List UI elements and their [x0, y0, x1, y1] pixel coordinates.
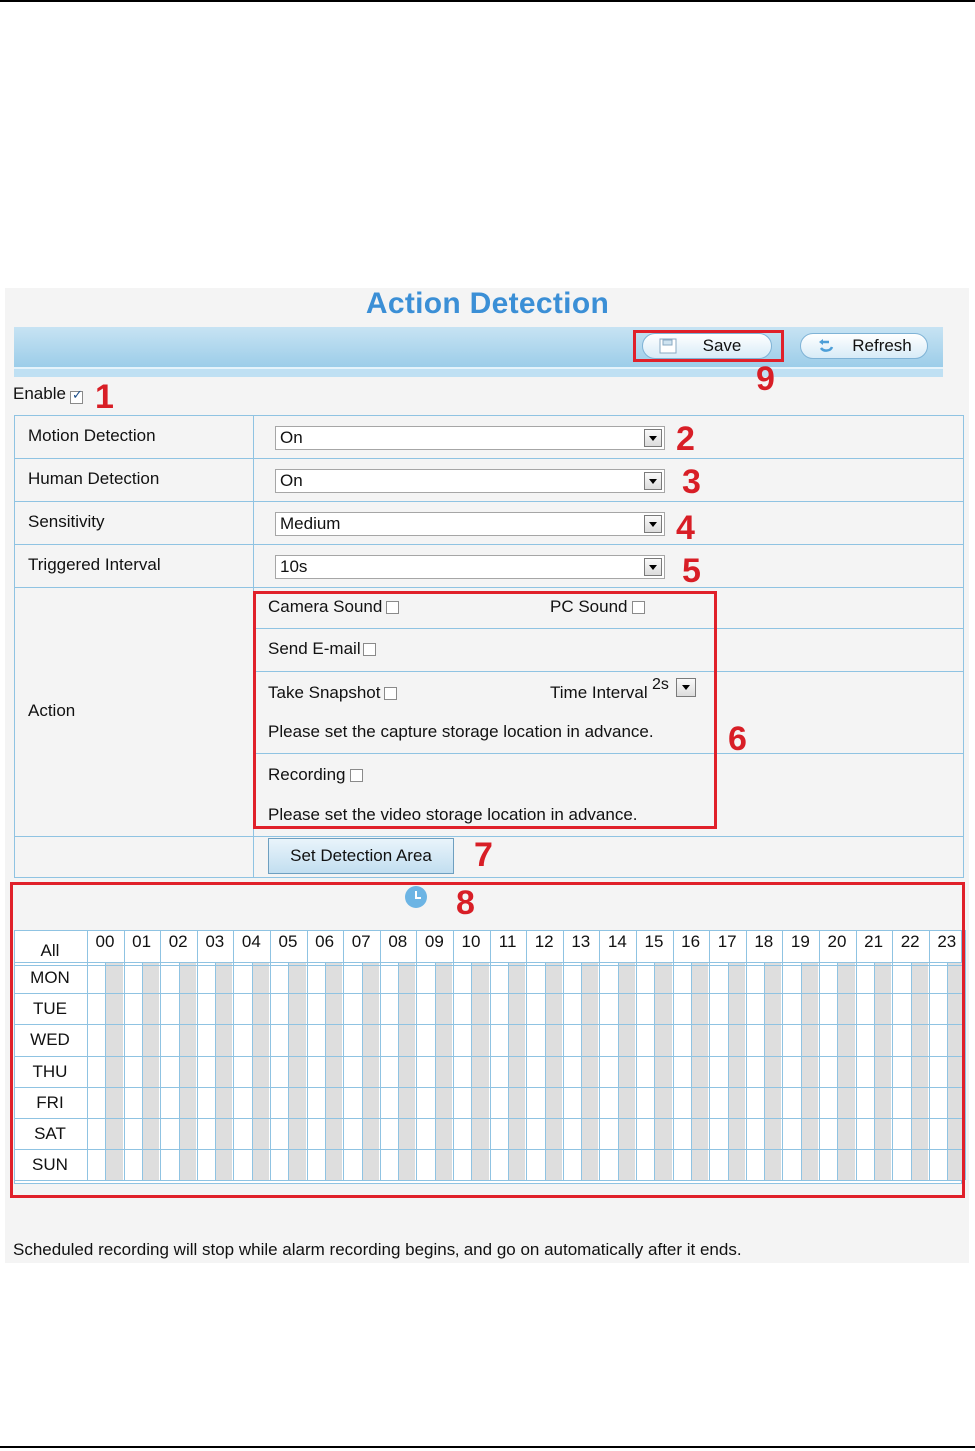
send-email-checkbox[interactable] — [363, 643, 376, 656]
callout-number-9: 9 — [756, 360, 775, 398]
camera-sound-checkbox[interactable] — [386, 601, 399, 614]
schedule-shade-cell — [471, 962, 488, 1180]
callout-number-1: 1 — [95, 378, 114, 416]
schedule-day-label[interactable]: FRI — [36, 1092, 64, 1112]
take-snapshot-label: Take Snapshot — [268, 683, 381, 702]
pc-sound-label: PC Sound — [550, 597, 628, 616]
schedule-hour-label[interactable]: 12 — [534, 932, 554, 951]
form-row-divider — [14, 458, 964, 459]
grid-line — [14, 1180, 962, 1181]
toolbar-underline — [14, 367, 943, 377]
schedule-shade-cell — [545, 962, 562, 1180]
schedule-hour-label[interactable]: 11 — [498, 932, 517, 951]
schedule-hour-label[interactable]: 04 — [241, 932, 261, 951]
recording-checkbox[interactable] — [350, 769, 363, 782]
schedule-hour-label[interactable]: 03 — [205, 932, 225, 951]
schedule-day-label[interactable]: THU — [32, 1061, 68, 1081]
chevron-down-icon — [676, 678, 696, 697]
grid-line — [142, 962, 143, 1180]
action-divider — [253, 671, 964, 672]
schedule-shade-cell — [179, 962, 196, 1180]
form-row-divider — [14, 877, 964, 878]
schedule-hour-label[interactable]: 13 — [571, 932, 591, 951]
human-detection-value: On — [280, 471, 303, 490]
human-detection-label: Human Detection — [28, 469, 160, 488]
triggered-interval-label: Triggered Interval — [28, 555, 161, 574]
schedule-shade-cell — [801, 962, 818, 1180]
pc-sound-checkbox[interactable] — [632, 601, 645, 614]
grid-line — [581, 962, 582, 1180]
grid-line — [14, 993, 962, 994]
form-row-divider — [14, 587, 964, 588]
grid-line — [654, 962, 655, 1180]
time-interval-select[interactable] — [648, 676, 698, 700]
motion-detection-select[interactable] — [275, 426, 665, 450]
schedule-hour-label[interactable]: 16 — [681, 932, 701, 951]
grid-line — [252, 962, 253, 1180]
grid-line — [801, 962, 802, 1180]
schedule-all-label[interactable]: All — [40, 941, 60, 960]
schedule-shade-cell — [508, 962, 525, 1180]
take-snapshot-row — [268, 683, 397, 703]
grid-line — [14, 1118, 962, 1119]
schedule-hour-label[interactable]: 09 — [424, 932, 444, 951]
sensitivity-label: Sensitivity — [28, 512, 105, 531]
triggered-interval-value: 10s — [280, 557, 308, 576]
recording-row — [268, 765, 363, 785]
grid-line — [911, 962, 912, 1180]
form-left-border — [14, 415, 15, 878]
schedule-shade-cell — [764, 962, 781, 1180]
callout-number-7: 7 — [474, 836, 493, 874]
grid-line — [215, 962, 216, 1180]
chevron-down-icon — [644, 429, 662, 447]
snapshot-note: Please set the capture storage location in advance. — [268, 722, 654, 741]
grid-line — [288, 962, 289, 1180]
grid-line — [618, 962, 619, 1180]
clock-icon — [405, 886, 427, 908]
time-interval-label: Time Interval — [550, 683, 648, 702]
schedule-hour-label[interactable]: 00 — [95, 932, 115, 951]
bottom-rule — [0, 1446, 975, 1448]
grid-line — [965, 930, 966, 1180]
grid-line — [14, 1087, 962, 1088]
schedule-hour-label[interactable]: 19 — [790, 932, 810, 951]
schedule-shade-cell — [398, 962, 415, 1180]
schedule-shade-cell — [947, 962, 964, 1180]
schedule-hour-label[interactable]: 01 — [132, 932, 152, 951]
form-row-divider — [14, 544, 964, 545]
human-detection-select[interactable] — [275, 469, 665, 493]
callout-number-8: 8 — [456, 884, 475, 922]
schedule-hour-label[interactable]: 08 — [388, 932, 408, 951]
schedule-day-label[interactable]: MON — [30, 968, 70, 987]
grid-line — [362, 962, 363, 1180]
motion-detection-label: Motion Detection — [28, 426, 156, 445]
schedule-shade-cell — [581, 962, 598, 1180]
schedule-shade-cell — [654, 962, 671, 1180]
schedule-hour-label[interactable]: 23 — [937, 932, 957, 951]
schedule-hour-label[interactable]: 06 — [315, 932, 335, 951]
grid-line — [874, 962, 875, 1180]
sensitivity-value: Medium — [280, 514, 341, 533]
refresh-label: Refresh — [852, 336, 912, 355]
schedule-shade-cell — [252, 962, 269, 1180]
schedule-hour-label[interactable]: 07 — [351, 932, 371, 951]
schedule-hour-label[interactable]: 22 — [900, 932, 920, 951]
schedule-shade-cell — [142, 962, 159, 1180]
schedule-hour-label[interactable]: 18 — [754, 932, 774, 951]
chevron-down-icon — [644, 558, 662, 576]
grid-line — [14, 1024, 962, 1025]
grid-line — [14, 1056, 962, 1057]
schedule-hour-label[interactable]: 10 — [461, 932, 481, 951]
schedule-day-label[interactable]: SAT — [34, 1124, 66, 1143]
grid-line — [14, 1149, 962, 1150]
schedule-shade-cell — [837, 962, 854, 1180]
grid-line — [398, 962, 399, 1180]
time-interval-value: 2s — [652, 676, 669, 693]
grid-line — [947, 962, 948, 1180]
send-email-label: Send E-mail — [268, 639, 361, 658]
schedule-shade-cell — [691, 962, 708, 1180]
form-row-divider — [14, 501, 964, 502]
recording-note: Please set the video storage location in advance. — [268, 805, 638, 824]
grid-line — [325, 962, 326, 1180]
enable-row — [13, 384, 83, 404]
schedule-shade-cell — [874, 962, 891, 1180]
schedule-day-label[interactable]: WED — [30, 1030, 70, 1050]
schedule-shade-cell — [618, 962, 635, 1180]
callout-number-3: 3 — [682, 463, 701, 501]
schedule-shade-cell — [288, 962, 305, 1180]
refresh-button[interactable] — [800, 333, 928, 359]
form-row-divider — [14, 415, 964, 416]
schedule-hour-label[interactable]: 21 — [864, 932, 884, 951]
callout-number-2: 2 — [676, 420, 695, 458]
grid-line — [435, 962, 436, 1180]
grid-line — [471, 962, 472, 1180]
grid-line — [764, 962, 765, 1180]
camera-sound-label: Camera Sound — [268, 597, 383, 616]
schedule-hour-label[interactable]: 02 — [168, 932, 188, 951]
send-email-row — [268, 639, 376, 659]
grid-line — [691, 962, 692, 1180]
take-snapshot-checkbox[interactable] — [384, 687, 397, 700]
motion-detection-value: On — [280, 428, 303, 447]
schedule-day-label[interactable]: TUE — [33, 999, 67, 1019]
grid-line — [179, 962, 180, 1180]
chevron-down-icon — [644, 472, 662, 490]
sensitivity-select[interactable] — [275, 512, 665, 536]
schedule-hour-label[interactable]: 17 — [717, 932, 737, 951]
callout-number-6: 6 — [728, 720, 747, 758]
grid-line — [508, 962, 509, 1180]
grid-line — [14, 965, 962, 966]
schedule-shade-cell — [911, 962, 928, 1180]
grid-line — [105, 962, 106, 1180]
schedule-hour-label[interactable]: 15 — [644, 932, 664, 951]
chevron-down-icon — [644, 515, 662, 533]
top-rule — [0, 0, 975, 2]
callout-number-5: 5 — [682, 552, 701, 590]
enable-label: Enable — [13, 384, 66, 403]
triggered-interval-select[interactable] — [275, 555, 665, 579]
schedule-shade-cell — [435, 962, 452, 1180]
form-right-border — [963, 415, 964, 878]
recording-label: Recording — [268, 765, 346, 784]
save-button[interactable] — [642, 333, 772, 359]
schedule-shade-cell — [105, 962, 122, 1180]
action-divider — [253, 628, 964, 629]
grid-line — [837, 962, 838, 1180]
action-divider — [253, 753, 964, 754]
set-detection-area-button[interactable]: Set Detection Area — [268, 838, 454, 874]
schedule-shade-cell — [728, 962, 745, 1180]
enable-checkbox[interactable] — [70, 391, 83, 404]
form-column-divider — [253, 415, 254, 878]
schedule-day-label[interactable]: SUN — [32, 1155, 68, 1175]
action-label: Action — [28, 701, 76, 720]
pc-sound-row — [550, 597, 645, 617]
schedule-hour-label[interactable]: 05 — [278, 932, 298, 951]
schedule-hour-label[interactable]: 14 — [607, 932, 627, 951]
schedule-shade-cell — [325, 962, 342, 1180]
page-title: Action Detection — [365, 287, 610, 320]
grid-line — [14, 962, 962, 963]
grid-line — [545, 962, 546, 1180]
schedule-hour-label[interactable]: 20 — [827, 932, 847, 951]
camera-sound-row — [268, 597, 399, 617]
save-label: Save — [702, 336, 742, 355]
footer-note: Scheduled recording will stop while alarm recording begins‚ and go on automatically after it ends. — [13, 1240, 742, 1259]
grid-line — [728, 962, 729, 1180]
schedule-shade-cell — [215, 962, 232, 1180]
schedule-shade-cell — [362, 962, 379, 1180]
callout-number-4: 4 — [676, 509, 695, 547]
